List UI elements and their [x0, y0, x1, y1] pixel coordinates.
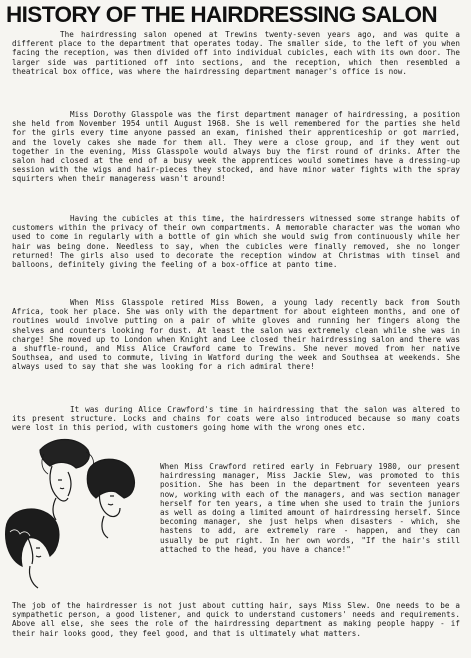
woman-profile-illustration-1: [40, 440, 93, 521]
paragraph-miss-slew: When Miss Crawford retired early in February 1980, our present hairdressing manager, Miss Jackie Slew, was promoted to this position. She has been in the department for seventeen years now, working with each of the managers, and was section manager herself for ten years, a time when she used to train the juniors as well as doing a limited amount of hairdressing herself. Since becoming manager, she just helps when disasters - which, she hastens to add, are extremely rare - happen, and they can usually be put right. In her own words, "If the hair's still attached to the head, you have a chance!": [160, 462, 460, 554]
hairstyle-illustration: [0, 432, 158, 597]
paragraph-salon-opening: The hairdressing salon opened at Trewins twenty-seven years ago, and was quite a different place to the department that operates today. The smaller side, to the left of you when facing the reception, was then divided off into individual cubicles, each with its own door. The larger side was partitioned off into sections, and the reception, which then resembled a theatrical box office, was where the hairdressing department manager's office is now.: [12, 30, 460, 76]
paragraph-miss-bowen: When Miss Glasspole retired Miss Bowen, a young lady recently back from South Africa, took her place. She was only with the department for about eighteen months, and one of routines would involve putting on a pair of white gloves and running her fingers along the shelves and counters looking for dust. At least the salon was extremely clean while she was in charge! She moved up to London when Knight and Lee closed their hairdressing salon and there was a shuffle-round, and Miss Alice Crawford came to Trewins. She never moved from her native Southsea, and used to commute, living in Watford during the week and Southsea at weekends. She always used to say that she was looking for a rich admiral there!: [12, 298, 460, 372]
page-title: HISTORY OF THE HAIRDRESSING SALON: [6, 2, 438, 27]
woman-profile-illustration-3: [6, 509, 59, 588]
paragraph-miss-glasspole: Miss Dorothy Glasspole was the first department manager of hairdressing, a position she held from November 1954 until August 1968. She is well remembered for the parties she held for the girls every time anyone passed an exam, finished their apprenticeship or got married, and the lovely cakes she made for them all. They were a close group, and if they went out together in the evening, Miss Glasspole would always buy the first round of drinks. After the salon had closed at the end of a busy week the apprentices would sometimes have a dressing-up session with the wigs and hair-pieces they stocked, and have minor water fights with the spray squirters when their manageress wasn't around!: [12, 110, 460, 184]
paragraph-alteration: It was during Alice Crawford's time in hairdressing that the salon was altered to its present structure. Locks and chains for coats were also introduced because so many coats were lost in this period, with customers going home with the wrong ones etc.: [12, 405, 460, 433]
woman-profile-illustration-2: [87, 459, 134, 538]
paragraph-cubicles: Having the cubicles at this time, the hairdressers witnessed some strange habits of customers within the privacy of their own compartments. A memorable character was the woman who used to come in regularly with a bottle of gin which she would swig from continuously while her hair was being done. Needless to say, when the cubicles were finally removed, she no longer returned! The girls also used to decorate the reception window at Christmas with tinsel and balloons, definitely giving the feeling of a box-office at panto time.: [12, 214, 460, 270]
paragraph-job-of-hairdresser: The job of the hairdresser is not just about cutting hair, says Miss Slew. One needs to be a sympathetic person, a good listener, and quick to understand customers' needs and requirements. Above all else, she sees the role of the hairdressing department as making people happy - if their hair looks good, they feel good, and that is ultimately what matters.: [12, 601, 460, 638]
